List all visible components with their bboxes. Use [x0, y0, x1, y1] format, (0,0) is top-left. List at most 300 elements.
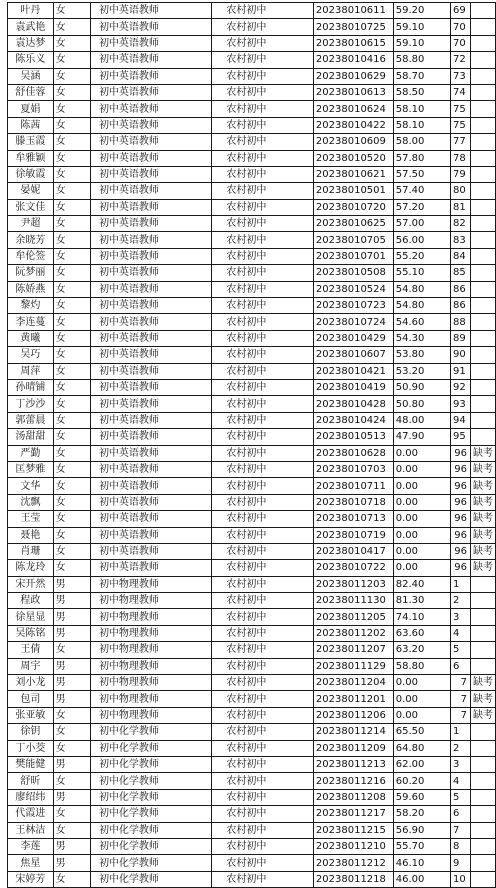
unit-cell: 农村初中: [212, 232, 314, 248]
rank-cell: 78: [451, 150, 471, 166]
rank-cell: 91: [451, 363, 471, 379]
gender-cell: 女: [53, 134, 90, 150]
rank-cell: 1: [451, 576, 471, 592]
gender-cell: 女: [53, 52, 90, 68]
note-cell: [470, 576, 495, 592]
table-row: [8, 543, 496, 559]
note-cell: [470, 52, 495, 68]
position-cell: 初中英语教师: [90, 232, 211, 248]
position-cell: 初中英语教师: [90, 101, 211, 117]
score-cell: 55.10: [393, 265, 450, 281]
rank-cell: 1: [451, 724, 471, 740]
score-cell: 58.50: [393, 84, 450, 100]
table-row: [8, 838, 496, 854]
gender-cell: 女: [53, 101, 90, 117]
rank-cell: 88: [451, 314, 471, 330]
position-cell: 初中英语教师: [90, 429, 211, 445]
score-cell: 0.00: [393, 707, 450, 723]
position-cell: 初中化学教师: [90, 838, 211, 854]
candidate-name: 晏妮: [8, 183, 54, 199]
gender-cell: 女: [53, 3, 90, 19]
score-cell: 55.70: [393, 838, 450, 854]
note-cell: [470, 248, 495, 264]
exam-id-cell: 20238010701: [313, 248, 393, 264]
note-cell: [470, 150, 495, 166]
score-cell: 54.80: [393, 281, 450, 297]
unit-cell: 农村初中: [212, 248, 314, 264]
gender-cell: 女: [53, 19, 90, 35]
note-cell: 缺考: [470, 478, 495, 494]
gender-cell: 男: [53, 609, 90, 625]
exam-id-cell: 20238011209: [313, 740, 393, 756]
score-cell: 57.80: [393, 150, 450, 166]
candidate-name: 宋开然: [8, 576, 54, 592]
rank-cell: 75: [451, 117, 471, 133]
score-cell: 46.00: [393, 871, 450, 887]
unit-cell: 农村初中: [212, 183, 314, 199]
position-cell: 初中物理教师: [90, 625, 211, 641]
note-cell: [470, 855, 495, 871]
table-row: [8, 478, 496, 494]
note-cell: 缺考: [470, 445, 495, 461]
rank-cell: 7: [451, 822, 471, 838]
candidate-name: 程政: [8, 593, 54, 609]
table-row: [8, 822, 496, 838]
table-row: [8, 298, 496, 314]
rank-cell: 7: [451, 691, 471, 707]
unit-cell: 农村初中: [212, 642, 314, 658]
table-row: [8, 265, 496, 281]
unit-cell: 农村初中: [212, 838, 314, 854]
gender-cell: 男: [53, 576, 90, 592]
note-cell: [470, 871, 495, 887]
position-cell: 初中英语教师: [90, 84, 211, 100]
exam-id-cell: 20238011205: [313, 609, 393, 625]
score-cell: 58.80: [393, 52, 450, 68]
position-cell: 初中化学教师: [90, 740, 211, 756]
rank-cell: 5: [451, 642, 471, 658]
rank-cell: 90: [451, 347, 471, 363]
note-cell: 缺考: [470, 675, 495, 691]
gender-cell: 女: [53, 199, 90, 215]
candidate-name: 牟雅颖: [8, 150, 54, 166]
score-cell: 0.00: [393, 461, 450, 477]
score-cell: 0.00: [393, 494, 450, 510]
score-cell: 50.80: [393, 396, 450, 412]
unit-cell: 农村初中: [212, 265, 314, 281]
candidate-name: 丁小茭: [8, 740, 54, 756]
unit-cell: 农村初中: [212, 691, 314, 707]
unit-cell: 农村初中: [212, 347, 314, 363]
note-cell: [470, 609, 495, 625]
note-cell: [470, 68, 495, 84]
unit-cell: 农村初中: [212, 822, 314, 838]
table-row: [8, 429, 496, 445]
rank-cell: 2: [451, 740, 471, 756]
note-cell: [470, 806, 495, 822]
score-cell: 74.10: [393, 609, 450, 625]
score-cell: 0.00: [393, 511, 450, 527]
position-cell: 初中英语教师: [90, 150, 211, 166]
table-row: [8, 609, 496, 625]
score-cell: 53.80: [393, 347, 450, 363]
rank-cell: 6: [451, 658, 471, 674]
note-cell: [470, 822, 495, 838]
gender-cell: 女: [53, 281, 90, 297]
gender-cell: 男: [53, 756, 90, 772]
table-row: [8, 216, 496, 232]
score-cell: 50.90: [393, 379, 450, 395]
unit-cell: 农村初中: [212, 527, 314, 543]
exam-id-cell: 20238011206: [313, 707, 393, 723]
rank-cell: 83: [451, 232, 471, 248]
candidate-name: 周萍: [8, 363, 54, 379]
gender-cell: 女: [53, 822, 90, 838]
candidate-name: 徐钥: [8, 724, 54, 740]
rank-cell: 8: [451, 838, 471, 854]
score-cell: 59.20: [393, 3, 450, 19]
rank-cell: 9: [451, 855, 471, 871]
rank-cell: 3: [451, 756, 471, 772]
unit-cell: 农村初中: [212, 314, 314, 330]
rank-cell: 81: [451, 199, 471, 215]
note-cell: [470, 724, 495, 740]
candidate-name: 文华: [8, 478, 54, 494]
candidate-name: 孙晴铺: [8, 379, 54, 395]
gender-cell: 女: [53, 166, 90, 182]
note-cell: [470, 199, 495, 215]
rank-cell: 10: [451, 871, 471, 887]
note-cell: [470, 593, 495, 609]
table-row: [8, 363, 496, 379]
position-cell: 初中化学教师: [90, 871, 211, 887]
candidate-name: 李连蔓: [8, 314, 54, 330]
table-row: [8, 511, 496, 527]
table-row: [8, 232, 496, 248]
candidate-name: 郭蕾晨: [8, 412, 54, 428]
position-cell: 初中英语教师: [90, 3, 211, 19]
table-row: [8, 379, 496, 395]
table-row: [8, 461, 496, 477]
position-cell: 初中物理教师: [90, 642, 211, 658]
score-cell: 54.80: [393, 298, 450, 314]
candidate-name: 吴涵: [8, 68, 54, 84]
table-row: [8, 576, 496, 592]
note-cell: [470, 84, 495, 100]
candidate-name: 张文佳: [8, 199, 54, 215]
table-row: [8, 658, 496, 674]
rank-cell: 96: [451, 511, 471, 527]
rank-cell: 73: [451, 68, 471, 84]
position-cell: 初中英语教师: [90, 396, 211, 412]
unit-cell: 农村初中: [212, 724, 314, 740]
rank-cell: 77: [451, 134, 471, 150]
position-cell: 初中英语教师: [90, 281, 211, 297]
gender-cell: 男: [53, 658, 90, 674]
table-row: [8, 19, 496, 35]
unit-cell: 农村初中: [212, 330, 314, 346]
score-cell: 0.00: [393, 527, 450, 543]
gender-cell: 女: [53, 232, 90, 248]
gender-cell: 女: [53, 314, 90, 330]
table-row: [8, 855, 496, 871]
score-cell: 0.00: [393, 675, 450, 691]
gender-cell: 男: [53, 625, 90, 641]
table-row: [8, 625, 496, 641]
score-cell: 65.50: [393, 724, 450, 740]
table-row: [8, 68, 496, 84]
candidate-name: 刘小龙: [8, 675, 54, 691]
table-row: [8, 871, 496, 887]
score-cell: 63.20: [393, 642, 450, 658]
table-row: [8, 445, 496, 461]
candidate-name: 樊能健: [8, 756, 54, 772]
rank-cell: 69: [451, 3, 471, 19]
candidate-name: 夏娟: [8, 101, 54, 117]
gender-cell: 女: [53, 445, 90, 461]
rank-cell: 96: [451, 445, 471, 461]
exam-id-cell: 20238010416: [313, 52, 393, 68]
rank-cell: 70: [451, 19, 471, 35]
candidate-name: 包司: [8, 691, 54, 707]
position-cell: 初中英语教师: [90, 314, 211, 330]
rank-cell: 74: [451, 84, 471, 100]
position-cell: 初中物理教师: [90, 691, 211, 707]
note-cell: [470, 19, 495, 35]
table-row: [8, 396, 496, 412]
score-cell: 58.80: [393, 658, 450, 674]
note-cell: [470, 347, 495, 363]
position-cell: 初中英语教师: [90, 379, 211, 395]
exam-id-cell: 20238010501: [313, 183, 393, 199]
unit-cell: 农村初中: [212, 707, 314, 723]
exam-id-cell: 20238010624: [313, 101, 393, 117]
score-cell: 0.00: [393, 445, 450, 461]
candidate-name: 汤甜甜: [8, 429, 54, 445]
position-cell: 初中英语教师: [90, 35, 211, 51]
candidate-name: 张亚敏: [8, 707, 54, 723]
unit-cell: 农村初中: [212, 19, 314, 35]
table-row: [8, 412, 496, 428]
rank-cell: 4: [451, 625, 471, 641]
unit-cell: 农村初中: [212, 379, 314, 395]
table-row: [8, 84, 496, 100]
score-cell: 47.90: [393, 429, 450, 445]
unit-cell: 农村初中: [212, 560, 314, 576]
rank-cell: 94: [451, 412, 471, 428]
score-table: [7, 2, 496, 888]
exam-id-cell: 20238011129: [313, 658, 393, 674]
note-cell: [470, 265, 495, 281]
position-cell: 初中英语教师: [90, 511, 211, 527]
table-row: [8, 199, 496, 215]
exam-id-cell: 20238011208: [313, 789, 393, 805]
position-cell: 初中化学教师: [90, 855, 211, 871]
table-row: [8, 756, 496, 772]
score-cell: 0.00: [393, 543, 450, 559]
note-cell: [470, 134, 495, 150]
exam-id-cell: 20238010419: [313, 379, 393, 395]
note-cell: [470, 363, 495, 379]
exam-id-cell: 20238010703: [313, 461, 393, 477]
exam-id-cell: 20238011204: [313, 675, 393, 691]
note-cell: [470, 379, 495, 395]
gender-cell: 女: [53, 478, 90, 494]
unit-cell: 农村初中: [212, 871, 314, 887]
rank-cell: 75: [451, 101, 471, 117]
rank-cell: 84: [451, 248, 471, 264]
table-row: [8, 789, 496, 805]
candidate-name: 滕玉霞: [8, 134, 54, 150]
unit-cell: 农村初中: [212, 52, 314, 68]
gender-cell: 男: [53, 593, 90, 609]
position-cell: 初中物理教师: [90, 593, 211, 609]
note-cell: [470, 101, 495, 117]
gender-cell: 女: [53, 150, 90, 166]
unit-cell: 农村初中: [212, 576, 314, 592]
exam-id-cell: 20238010615: [313, 35, 393, 51]
exam-id-cell: 20238010508: [313, 265, 393, 281]
table-row: [8, 560, 496, 576]
rank-cell: 72: [451, 52, 471, 68]
rank-cell: 79: [451, 166, 471, 182]
table-row: [8, 52, 496, 68]
candidate-name: 徐敏霞: [8, 166, 54, 182]
position-cell: 初中化学教师: [90, 724, 211, 740]
rank-cell: 93: [451, 396, 471, 412]
unit-cell: 农村初中: [212, 150, 314, 166]
candidate-name: 肖珊: [8, 543, 54, 559]
exam-id-cell: 20238010720: [313, 199, 393, 215]
note-cell: 缺考: [470, 691, 495, 707]
candidate-name: 吴巧: [8, 347, 54, 363]
rank-cell: 5: [451, 789, 471, 805]
score-cell: 57.50: [393, 166, 450, 182]
unit-cell: 农村初中: [212, 199, 314, 215]
note-cell: 缺考: [470, 560, 495, 576]
note-cell: [470, 330, 495, 346]
candidate-name: 尹超: [8, 216, 54, 232]
gender-cell: 女: [53, 347, 90, 363]
unit-cell: 农村初中: [212, 478, 314, 494]
table-row: [8, 117, 496, 133]
candidate-name: 阮梦丽: [8, 265, 54, 281]
candidate-name: 吴陈铭: [8, 625, 54, 641]
position-cell: 初中英语教师: [90, 543, 211, 559]
score-cell: 0.00: [393, 560, 450, 576]
table-row: [8, 101, 496, 117]
gender-cell: 女: [53, 248, 90, 264]
position-cell: 初中英语教师: [90, 199, 211, 215]
unit-cell: 农村初中: [212, 625, 314, 641]
position-cell: 初中英语教师: [90, 117, 211, 133]
gender-cell: 女: [53, 707, 90, 723]
table-row: [8, 281, 496, 297]
position-cell: 初中物理教师: [90, 658, 211, 674]
exam-id-cell: 20238010428: [313, 396, 393, 412]
rank-cell: 95: [451, 429, 471, 445]
score-cell: 60.20: [393, 773, 450, 789]
note-cell: [470, 183, 495, 199]
gender-cell: 男: [53, 789, 90, 805]
gender-cell: 女: [53, 84, 90, 100]
note-cell: [470, 216, 495, 232]
note-cell: [470, 429, 495, 445]
gender-cell: 女: [53, 429, 90, 445]
table-row: [8, 347, 496, 363]
candidate-name: 王倩: [8, 642, 54, 658]
note-cell: 缺考: [470, 494, 495, 510]
note-cell: 缺考: [470, 527, 495, 543]
table-row: [8, 134, 496, 150]
position-cell: 初中英语教师: [90, 298, 211, 314]
score-cell: 58.70: [393, 68, 450, 84]
candidate-name: 代霞进: [8, 806, 54, 822]
score-cell: 59.60: [393, 789, 450, 805]
rank-cell: 70: [451, 35, 471, 51]
rank-cell: 96: [451, 478, 471, 494]
table-row: [8, 675, 496, 691]
candidate-name: 牟伦签: [8, 248, 54, 264]
note-cell: 缺考: [470, 707, 495, 723]
gender-cell: 女: [53, 773, 90, 789]
position-cell: 初中英语教师: [90, 166, 211, 182]
unit-cell: 农村初中: [212, 166, 314, 182]
candidate-name: 陈龙玲: [8, 560, 54, 576]
position-cell: 初中英语教师: [90, 265, 211, 281]
candidate-name: 陈娇燕: [8, 281, 54, 297]
position-cell: 初中英语教师: [90, 19, 211, 35]
rank-cell: 86: [451, 298, 471, 314]
unit-cell: 农村初中: [212, 593, 314, 609]
rank-cell: 7: [451, 707, 471, 723]
gender-cell: 女: [53, 527, 90, 543]
rank-cell: 3: [451, 609, 471, 625]
score-cell: 82.40: [393, 576, 450, 592]
exam-id-cell: 20238011207: [313, 642, 393, 658]
gender-cell: 男: [53, 691, 90, 707]
note-cell: 缺考: [470, 543, 495, 559]
candidate-name: 余晓芳: [8, 232, 54, 248]
gender-cell: 女: [53, 461, 90, 477]
gender-cell: 女: [53, 330, 90, 346]
position-cell: 初中英语教师: [90, 52, 211, 68]
table-row: [8, 314, 496, 330]
score-cell: 57.20: [393, 199, 450, 215]
candidate-name: 叶丹: [8, 3, 54, 19]
candidate-name: 陈茜: [8, 117, 54, 133]
exam-id-cell: 20238011210: [313, 838, 393, 854]
score-cell: 58.00: [393, 134, 450, 150]
gender-cell: 女: [53, 265, 90, 281]
gender-cell: 女: [53, 68, 90, 84]
position-cell: 初中英语教师: [90, 347, 211, 363]
exam-id-cell: 20238010417: [313, 543, 393, 559]
exam-id-cell: 20238011214: [313, 724, 393, 740]
note-cell: [470, 117, 495, 133]
exam-id-cell: 20238010724: [313, 314, 393, 330]
rank-cell: 96: [451, 543, 471, 559]
gender-cell: 女: [53, 412, 90, 428]
table-row: [8, 248, 496, 264]
candidate-name: 聂艳: [8, 527, 54, 543]
gender-cell: 女: [53, 117, 90, 133]
candidate-name: 王林洁: [8, 822, 54, 838]
gender-cell: 女: [53, 806, 90, 822]
unit-cell: 农村初中: [212, 740, 314, 756]
position-cell: 初中物理教师: [90, 675, 211, 691]
unit-cell: 农村初中: [212, 756, 314, 772]
